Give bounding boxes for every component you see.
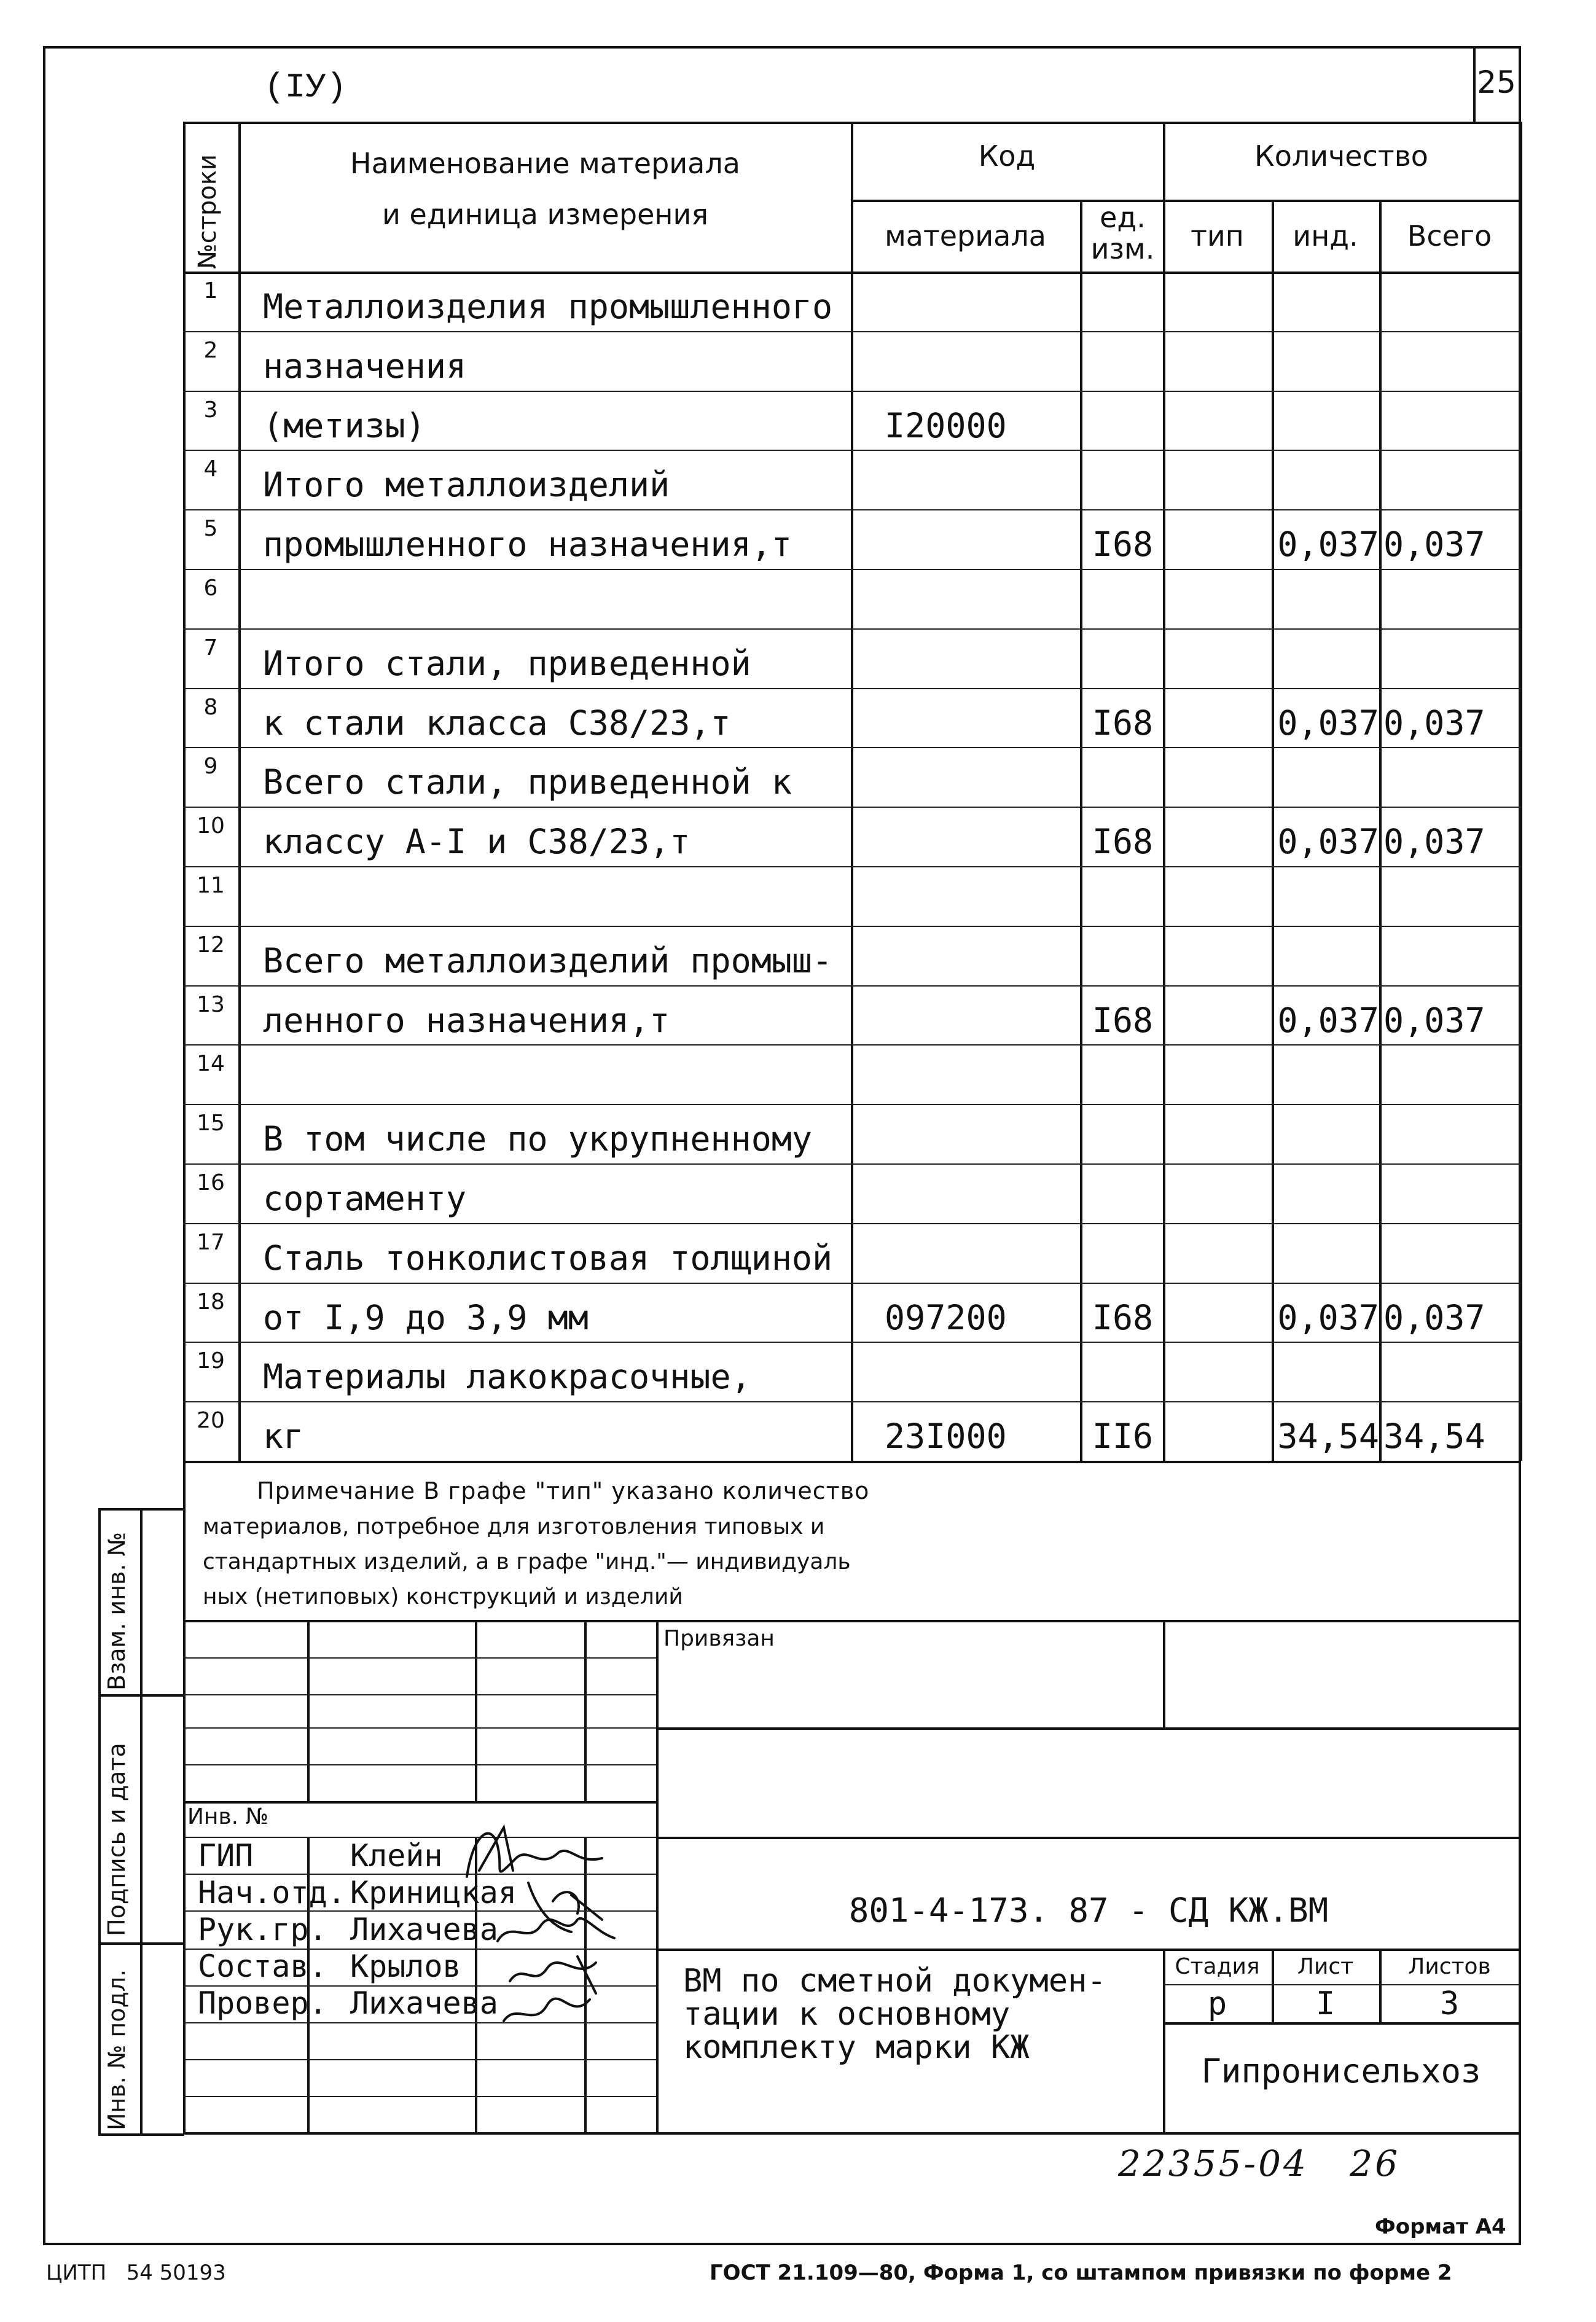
header-code: Код (978, 139, 1036, 173)
row-material-code: 23I000 (885, 1417, 1007, 1456)
sheet-roman: (IУ) (264, 68, 347, 107)
sheets-label: Листов (1408, 1954, 1491, 1979)
row-qty-ind: 0,037 (1277, 525, 1379, 565)
row-number: 3 (203, 397, 218, 423)
row-number: 2 (203, 337, 218, 363)
stamp-col2-upper (475, 1620, 477, 1801)
stamp-col1-upper (307, 1620, 310, 1801)
row-divider (183, 1283, 1521, 1284)
row-divider (183, 569, 1521, 570)
row-unit-code: I68 (1092, 822, 1154, 862)
row-material-name: сортаменту (263, 1179, 467, 1218)
header-quantity: Количество (1254, 139, 1428, 173)
header-code-unit: ед. изм. (1090, 201, 1155, 265)
row-divider (183, 926, 1521, 927)
row-number: 17 (197, 1229, 225, 1255)
col-ind-right (1379, 200, 1382, 1461)
row-divider (183, 1342, 1521, 1343)
row-divider (183, 1401, 1521, 1402)
inv-no-label: Инв. № (187, 1804, 269, 1829)
header-q-ind: инд. (1293, 219, 1358, 252)
row-divider (183, 1104, 1521, 1105)
document-designation: 801-4-173. 87 - СД КЖ.ВМ (848, 1891, 1329, 1930)
row-number: 14 (197, 1051, 225, 1077)
row-qty-total: 0,037 (1383, 1000, 1485, 1040)
row-number: 1 (203, 278, 218, 303)
stamp-hline-4 (183, 1764, 656, 1765)
note-line3: стандартных изделий, а в графе "инд."— индивидуаль (203, 1549, 851, 1574)
designation-bottom (656, 1949, 1521, 1951)
row-number: 19 (197, 1348, 225, 1374)
side-strip-left (98, 1508, 101, 2135)
header-name-line2: и единица измерения (381, 198, 709, 231)
row-material-name: Материалы лакокрасочные, (263, 1357, 751, 1397)
row-number: 18 (197, 1289, 225, 1315)
signer-role: Рук.гр. (198, 1912, 327, 1947)
row-material-name: Металлоизделия промышленного (263, 287, 833, 326)
header-q-total: Всего (1407, 219, 1492, 252)
stamp-bottom (183, 2132, 1521, 2135)
sheets-value: 3 (1439, 1985, 1460, 2022)
table-bottom (183, 1461, 1521, 1463)
signer-name: Лихачева (350, 1985, 498, 2021)
row-unit-code: I68 (1092, 1000, 1154, 1040)
row-divider (183, 628, 1521, 630)
col-rowno-right (238, 122, 241, 1461)
row-qty-ind: 34,54 (1277, 1417, 1379, 1456)
stage-value: р (1207, 1985, 1227, 2022)
row-material-name: назначения (263, 346, 467, 386)
stamp-top (183, 1620, 1521, 1622)
row-qty-total: 0,037 (1383, 1297, 1485, 1337)
row-number: 10 (197, 813, 225, 839)
stage-bottom (1163, 2022, 1521, 2025)
row-qty-ind: 0,037 (1277, 822, 1379, 862)
side-strip-mid (140, 1508, 143, 2135)
row-qty-ind: 0,037 (1277, 1297, 1379, 1337)
header-name-line1: Наименование материала (350, 147, 740, 180)
row-number: 8 (203, 694, 218, 720)
signer-name: Криницкая (350, 1875, 517, 1910)
signer-name: Клейн (350, 1838, 443, 1874)
format-label: Формат А4 (1375, 2214, 1506, 2239)
col-total-right (1520, 122, 1522, 1461)
header-bottom (183, 272, 1521, 274)
header-q-type: тип (1191, 219, 1244, 252)
row-material-name: к стали класса С38/23,т (263, 703, 731, 743)
row-material-name: промышленного назначения,т (263, 525, 792, 565)
row-number: 16 (197, 1170, 225, 1195)
signer-role: ГИП (198, 1838, 254, 1874)
row-number: 12 (197, 932, 225, 958)
row-unit-code: II6 (1092, 1417, 1154, 1456)
col-unit-right (1163, 122, 1165, 1461)
row-material-name: Сталь тонколистовая толщиной (263, 1238, 833, 1278)
stamp-hline-5 (183, 1801, 656, 1804)
side-label-vzam: Взам. инв. № (103, 1531, 130, 1691)
note-line1: Примечание В графе "тип" указано количество (257, 1477, 870, 1504)
stamp-hline-1 (183, 1657, 656, 1659)
row-material-name: (метизы) (263, 405, 426, 445)
row-divider (183, 1223, 1521, 1224)
footer-left: ЦИТП 54 50193 (46, 2261, 226, 2285)
frame-top-border (43, 46, 1521, 49)
note-line4: ных (нетиповых) конструкций и изделий (203, 1584, 683, 1609)
row-qty-total: 0,037 (1383, 703, 1485, 743)
stamp-hline-3 (183, 1727, 656, 1729)
row-divider (183, 985, 1521, 987)
row-number: 5 (203, 516, 218, 542)
sheet-label: Лист (1297, 1954, 1354, 1979)
row-number: 15 (197, 1111, 225, 1136)
row-divider (183, 331, 1521, 332)
header-row-no: №строки (194, 154, 222, 269)
privyazan-label: Привязан (663, 1626, 775, 1651)
row-qty-ind: 0,037 (1277, 1000, 1379, 1040)
row-divider (183, 866, 1521, 867)
row-material-name: Всего стали, приведенной к (263, 762, 792, 802)
row-unit-code: I68 (1092, 525, 1154, 565)
header-code-material: материала (885, 219, 1046, 252)
stamp-hline-2 (183, 1694, 656, 1695)
row-divider (183, 1044, 1521, 1046)
organization: Гипронисельхоз (1201, 2052, 1481, 2090)
stamp-col3-upper (584, 1620, 587, 1801)
note-line2: материалов, потребное для изготовления типовых и (203, 1514, 825, 1539)
row-material-name: от I,9 до 3,9 мм (263, 1297, 589, 1337)
frame-left-border (43, 46, 45, 2245)
row-number: 11 (197, 873, 225, 898)
side-label-inv-podl: Инв. № подл. (103, 1969, 130, 2130)
privyazan-right (1163, 1620, 1165, 1727)
row-unit-code: I68 (1092, 703, 1154, 743)
row-number: 6 (203, 576, 218, 601)
row-material-name: ленного назначения,т (263, 1000, 670, 1040)
row-material-name: Итого металлоизделий (263, 465, 670, 505)
row-material-name: Всего металлоизделий промыш- (263, 940, 833, 980)
side-label-podpis: Подпись и дата (103, 1743, 130, 1936)
row-material-code: I20000 (885, 405, 1007, 445)
row-material-code: 097200 (885, 1297, 1007, 1337)
row-divider (183, 450, 1521, 451)
row-number: 7 (203, 635, 218, 660)
row-qty-total: 0,037 (1383, 822, 1485, 862)
row-qty-ind: 0,037 (1277, 703, 1379, 743)
designation-top (656, 1837, 1521, 1839)
title-line1: ВМ по сметной докумен- (683, 1963, 1106, 2000)
row-material-name: Итого стали, приведенной (263, 643, 751, 683)
col-name-right (851, 122, 853, 1461)
signer-role: Состав. (198, 1949, 327, 1984)
row-number: 20 (197, 1408, 225, 1434)
signer-name: Лихачева (350, 1912, 498, 1947)
title-line2: тации к основному (683, 1996, 1011, 2033)
row-material-name: классу А-I и С38/23,т (263, 822, 690, 862)
row-qty-total: 0,037 (1383, 525, 1485, 565)
signer-role: Нач.отд. (198, 1875, 346, 1910)
row-divider (183, 807, 1521, 808)
row-material-name: В том числе по укрупненному (263, 1119, 813, 1159)
title-line3: комплекту марки КЖ (683, 2029, 1030, 2066)
row-divider (183, 688, 1521, 689)
row-unit-code: I68 (1092, 1297, 1154, 1337)
row-material-name: кг (263, 1417, 304, 1456)
stage-label: Стадия (1175, 1954, 1260, 1979)
frame-bottom-border (43, 2243, 1521, 2245)
signer-role: Провер. (198, 1985, 327, 2021)
row-divider (183, 1163, 1521, 1165)
row-divider (183, 509, 1521, 510)
row-qty-total: 34,54 (1383, 1417, 1485, 1456)
footer-right: ГОСТ 21.109—80, Форма 1, со штампом привязки по форме 2 (710, 2261, 1452, 2285)
header-subline (851, 200, 1521, 202)
row-number: 9 (203, 754, 218, 780)
page-number: 25 (1477, 64, 1516, 100)
row-number: 13 (197, 991, 225, 1017)
row-divider (183, 391, 1521, 392)
row-number: 4 (203, 456, 218, 482)
sheet-value: I (1315, 1985, 1336, 2022)
row-divider (183, 747, 1521, 748)
handwritten-number: 22355-04 26 (1118, 2143, 1401, 2184)
privyazan-bottom (656, 1727, 1521, 1730)
handwritten-signatures (455, 1809, 663, 2128)
signer-name: Крылов (350, 1949, 461, 1984)
